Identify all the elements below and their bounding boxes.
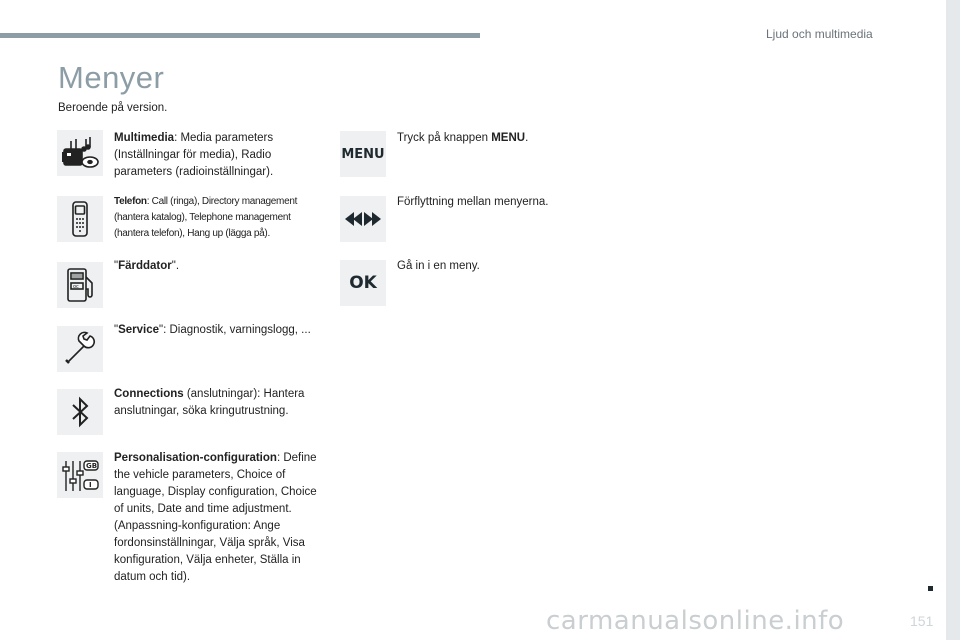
service-label: Service: [118, 324, 160, 336]
connections-label: Connections: [114, 388, 184, 400]
farddator-description: [114, 258, 314, 275]
multimedia-icon: [57, 130, 103, 176]
telefon-description: [114, 194, 324, 242]
bluetooth-icon: [57, 389, 103, 435]
multimedia-description: [114, 130, 324, 181]
multimedia-text: : Media parameters (Inställningar för media), Radio parameters (radioinställningar).: [114, 132, 274, 178]
section-title: Ljud och multimedia: [766, 27, 873, 41]
header-rule: [0, 33, 480, 38]
wrench-icon: [57, 326, 103, 372]
menu-description: [397, 130, 637, 147]
farddator-label: Färddator: [118, 260, 172, 272]
menu-text-before: Tryck på knappen: [397, 132, 492, 144]
personalisation-description: [114, 450, 329, 586]
settings-label-i: I: [89, 481, 92, 489]
menu-text-bold: MENU: [491, 132, 526, 144]
fuel-pump-icon: [57, 262, 103, 308]
ok-description: Gå in i en meny.: [397, 260, 480, 272]
menu-text-after: .: [525, 132, 529, 144]
farddator-close-quote: ".: [171, 260, 180, 272]
footer-marker: [928, 586, 933, 591]
service-description: [114, 322, 324, 339]
multimedia-label: Multimedia: [114, 132, 175, 144]
page-title: Menyer: [58, 60, 165, 95]
watermark: carmanualsonline.info: [546, 606, 845, 636]
settings-label-gb: GB: [86, 462, 98, 470]
page-number: 151: [910, 613, 934, 629]
telefon-label: Telefon: [114, 196, 147, 207]
ok-button-icon: [340, 260, 386, 306]
menu-button-label: MENU: [341, 146, 385, 162]
page-edge-strip: [946, 0, 960, 640]
navigation-description: Förflyttning mellan menyerna.: [397, 196, 549, 208]
intro-text: Beroende på version.: [58, 102, 168, 114]
navigate-arrows-icon: [340, 196, 386, 242]
telefon-text: : Call (ringa), Directory management (hantera katalog), Telephone management (hantera telefon), Hang up (lägga på).: [114, 196, 298, 239]
phone-icon: [57, 196, 103, 242]
settings-sliders-icon: [57, 452, 103, 498]
menu-button-icon: [340, 131, 386, 177]
personalisation-label: Personalisation-configuration: [114, 452, 277, 464]
personalisation-text: : Define the vehicle parameters, Choice of language, Display configuration, Choice of units, Date and time adjustment. (Anpassning-konfiguration: Ange fordonsinställningar, Välja språk, Visa konfiguration, Välja enheter, Ställa in datum och tid).: [114, 452, 317, 583]
farddator-open-quote: ": [114, 260, 119, 272]
svg-text:oc: oc: [73, 284, 79, 290]
ok-button-label: OK: [349, 273, 377, 293]
service-text: ": Diagnostik, varningslogg, ...: [159, 324, 311, 336]
service-open-quote: ": [114, 324, 119, 336]
connections-description: [114, 386, 324, 420]
connections-text: (anslutningar): Hantera anslutningar, söka kringutrustning.: [114, 388, 305, 417]
